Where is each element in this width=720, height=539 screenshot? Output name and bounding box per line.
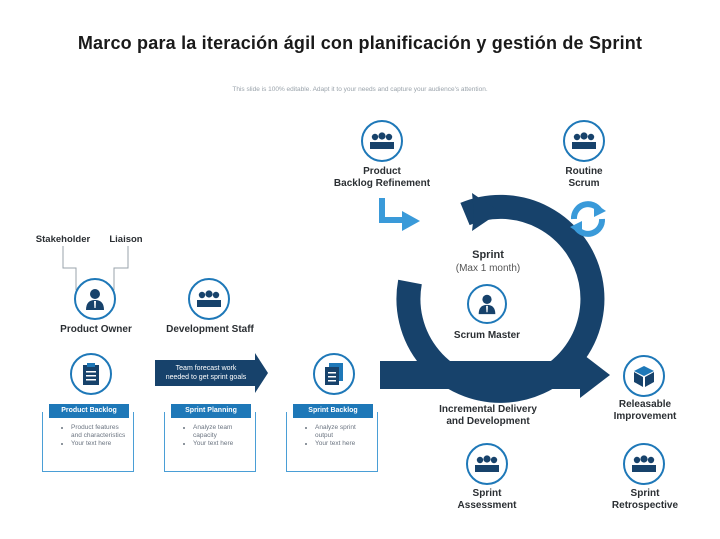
card-head: Sprint Backlog xyxy=(293,404,373,418)
sprint-backlog-card xyxy=(286,407,378,472)
development-staff-icon xyxy=(188,278,230,320)
sprint-title: Sprint xyxy=(472,249,504,261)
card-item: Analyze team capacity xyxy=(175,424,253,440)
card-item: Your text here xyxy=(175,440,253,448)
page-subtitle: This slide is 100% editable. Adapt it to your needs and capture your audience's attention. xyxy=(232,86,488,93)
stakeholder-line xyxy=(63,246,76,290)
sprint-planning-card xyxy=(164,407,256,472)
refinement-arrow xyxy=(382,198,405,220)
documents-icon xyxy=(313,353,355,395)
product-owner-label: Product Owner xyxy=(60,324,132,335)
card-item: Your text here xyxy=(53,440,131,448)
incremental-delivery-label: Incremental Delivery and Development xyxy=(439,404,537,427)
product-owner-icon xyxy=(74,278,116,320)
scrum-master-label: Scrum Master xyxy=(453,330,521,341)
page-title: Marco para la iteración ágil con planificación y gestión de Sprint xyxy=(77,33,643,53)
card-item: Your text here xyxy=(297,440,375,448)
stakeholder-label: Stakeholder xyxy=(35,234,91,245)
development-staff-label: Development Staff xyxy=(166,324,254,335)
sprint-assessment-icon xyxy=(466,443,508,485)
routine-scrum-label: Routine Scrum xyxy=(565,166,603,189)
card-item: Analyze sprint output xyxy=(297,424,375,440)
scrum-master-icon xyxy=(467,284,507,324)
backlog-refinement-label: Product Backlog Refinement xyxy=(333,166,431,189)
routine-scrum-icon xyxy=(563,120,605,162)
team-forecast-text: Team forecast work needed to get sprint goals xyxy=(165,365,247,381)
sprint-retrospective-icon xyxy=(623,443,665,485)
sprint-retrospective-label: Sprint Retrospective xyxy=(611,488,679,511)
card-item: Product features and characteristics xyxy=(53,424,131,440)
liaison-label: Liaison xyxy=(109,234,143,245)
liaison-line xyxy=(114,246,128,290)
releasable-improvement-label: Releasable Improvement xyxy=(613,399,677,422)
refresh-icon xyxy=(566,197,610,241)
product-backlog-card xyxy=(42,407,134,472)
card-head: Product Backlog xyxy=(49,404,129,418)
sprint-assessment-label: Sprint Assessment xyxy=(457,488,517,511)
backlog-refinement-icon xyxy=(361,120,403,162)
box-icon xyxy=(623,355,665,397)
card-head: Sprint Planning xyxy=(171,404,251,418)
clipboard-icon xyxy=(70,353,112,395)
sprint-duration: (Max 1 month) xyxy=(455,263,521,274)
